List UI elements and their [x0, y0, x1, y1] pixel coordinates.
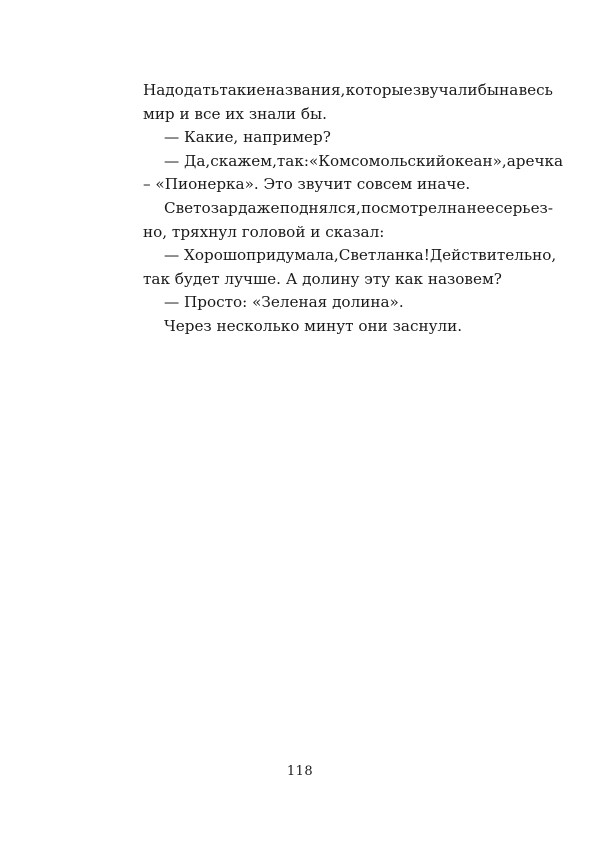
- text-line-2: мир и все их знали бы.: [143, 104, 327, 123]
- text-line-7: но, тряхнул головой и сказал:: [143, 222, 385, 241]
- text-line-11: Через несколько минут они заснули.: [164, 316, 463, 335]
- text-line-4: — Да, скажем, так: «Комсомольский океан», а речка: [164, 151, 564, 170]
- text-line-10: — Просто: «Зеленая долина».: [164, 293, 404, 312]
- page-number: 118: [286, 764, 314, 779]
- text-line-6: Светозар даже поднялся, посмотрел на нее серьез-: [164, 198, 553, 217]
- text-line-5: – «Пионерка». Это звучит совсем иначе.: [143, 175, 471, 194]
- text-line-8: — Хорошо придумала, Светланка! Действительно,: [164, 246, 557, 265]
- body-text: [143, 79, 564, 339]
- text-line-9: так будет лучше. А долину эту как назовем?: [143, 269, 502, 288]
- text-line-3: — Какие, например?: [164, 128, 331, 147]
- text-line-1: Надо дать такие названия, которые звучали бы на весь: [143, 81, 553, 99]
